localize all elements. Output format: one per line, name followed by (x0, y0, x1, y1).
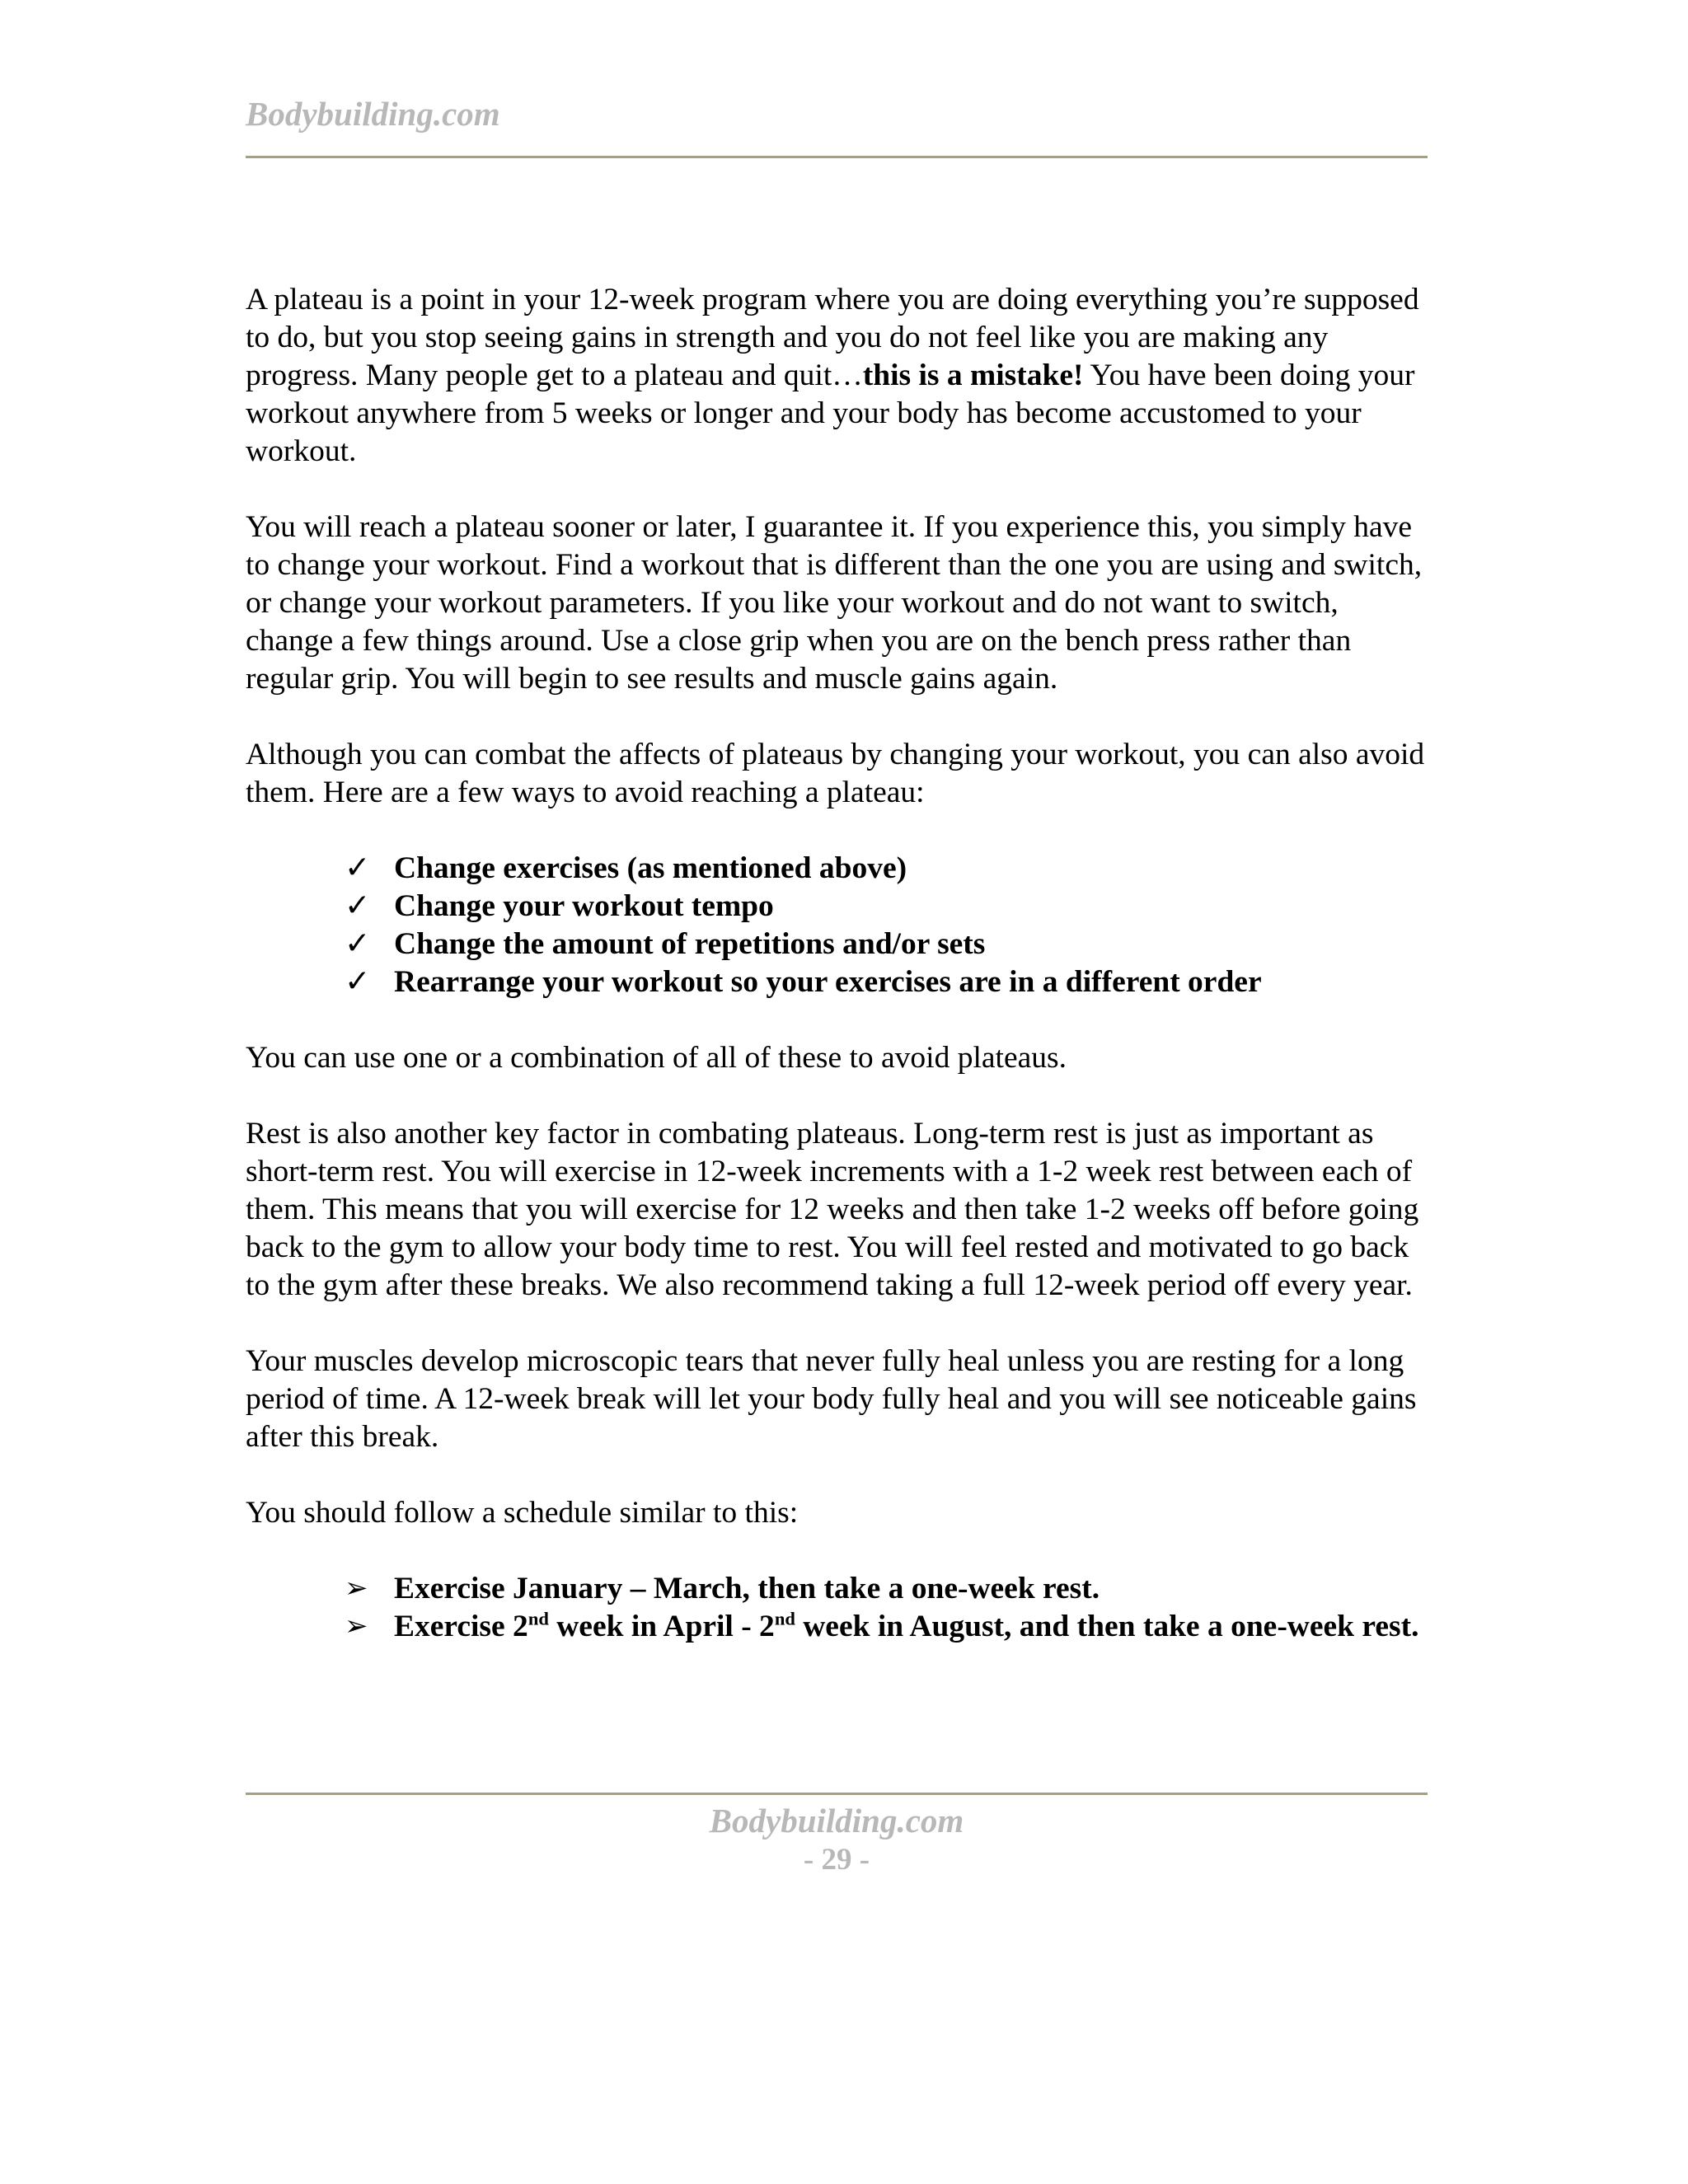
paragraph-schedule-intro: You should follow a schedule similar to this: (246, 1496, 799, 1530)
footer (246, 1799, 1428, 1878)
page-body (246, 281, 1432, 1646)
arrow-bullet-icon: ➢ (345, 1573, 368, 1604)
emphasis-mistake: this is a mistake! (862, 359, 1084, 392)
list-item: ✓ Rearrange your workout so your exercises are in a different order (394, 963, 1432, 1001)
paragraph-rest: Rest is also another key factor in combating plateaus. Long-term rest is just as important as short-term rest. You will exercise in 12-week increments with a 1-2 week rest between each of them. This means that you will exercise for 12 weeks and then take 1-2 weeks off before going back to the gym to allow your body time to rest. You will feel rested and motivated to go back to the gym after these breaks. We also recommend taking a full 12-week period off every year. (246, 1117, 1419, 1302)
list-item: ➢ Exercise 2nd week in April - 2nd week in August, and then take a one-week rest. (394, 1608, 1432, 1646)
paragraph-combination: You can use one or a combination of all of these to avoid plateaus. (246, 1041, 1067, 1075)
checkmark-icon: ✓ (345, 851, 371, 885)
checklist (246, 850, 1432, 1001)
footer-brand: Bodybuilding.com (709, 1802, 964, 1840)
footer-rule (246, 1793, 1428, 1795)
paragraph-plateau-definition: A plateau is a point in your 12-week program where you are doing everything you’re supposed to do, but you stop seeing gains in strength and you do not feel like you are making any progress. Many people get to a plateau and quit…this is a mistake! You have been doing your workout anywhere from 5 weeks or longer and your body has become accustomed to your workout. (246, 283, 1419, 468)
header-brand: Bodybuilding.com (246, 95, 500, 133)
schedule-list (246, 1570, 1432, 1646)
arrow-bullet-icon: ➢ (345, 1611, 368, 1642)
paragraph-microscopic-tears: Your muscles develop microscopic tears that never fully heal unless you are resting for a long period of time. A 12-week break will let your body fully heal and you will see noticeable gains after this break. (246, 1344, 1417, 1454)
checkmark-icon: ✓ (345, 927, 371, 961)
page-number: - 29 - (803, 1843, 870, 1877)
paragraph-change-workout: You will reach a plateau sooner or later, I guarantee it. If you experience this, you simply have to change your workout. Find a workout that is different than the one you are using and switch, or change your workout parameters. If you like your workout and do not want to switch, change a few things around. Use a close grip when you are on the bench press rather than regular grip. You will begin to see results and muscle gains again. (246, 510, 1423, 696)
checkmark-icon: ✓ (345, 965, 371, 999)
paragraph-avoid-plateaus: Although you can combat the affects of plateaus by changing your workout, you can also avoid them. Here are a few ways to avoid reaching a plateau: (246, 738, 1425, 809)
list-item: ➢ Exercise January – March, then take a one-week rest. (394, 1570, 1432, 1608)
list-item: ✓ Change your workout tempo (394, 888, 1432, 926)
list-item: ✓ Change exercises (as mentioned above) (394, 850, 1432, 888)
checkmark-icon: ✓ (345, 889, 371, 923)
header-rule (246, 156, 1428, 158)
list-item: ✓ Change the amount of repetitions and/or sets (394, 926, 1432, 963)
